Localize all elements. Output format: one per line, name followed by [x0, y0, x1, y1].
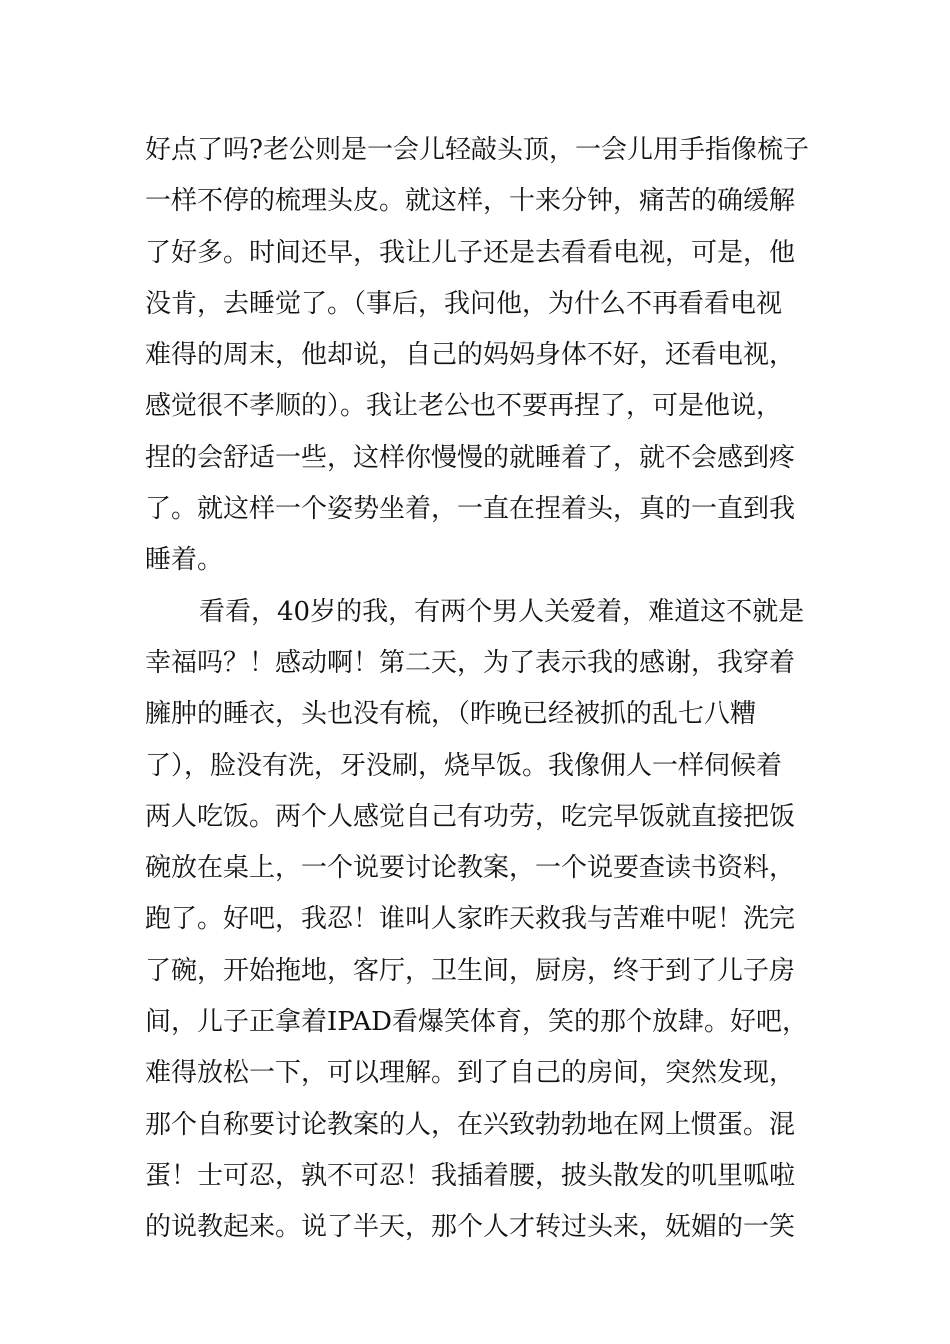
text-line: 幸福吗？！感动啊！第二天，为了表示我的感谢，我穿着	[145, 647, 796, 678]
text-line: 蛋！士可忍，孰不可忍！我插着腰，披头散发的叽里呱啦	[145, 1160, 796, 1191]
text-line: 睡着。	[145, 545, 224, 576]
text-line: 两人吃饭。两个人感觉自己有功劳，吃完早饭就直接把饭	[145, 801, 796, 832]
text-line: 好点了吗?老公则是一会儿轻敲头顶，一会儿用手指像梳子	[145, 135, 809, 165]
text-line: 了好多。时间还早，我让儿子还是去看看电视，可是，他	[145, 237, 796, 268]
text-line: 难得的周末，他却说，自己的妈妈身体不好，还看电视，	[145, 340, 796, 371]
text-line: 难得放松一下，可以理解。到了自己的房间，突然发现，	[145, 1058, 796, 1089]
text-line: 跑了。好吧，我忍！谁叫人家昨天救我与苦难中呢！洗完	[145, 904, 796, 935]
paragraph-2	[145, 587, 815, 1254]
paragraph-1	[145, 125, 815, 587]
document-body	[145, 125, 815, 1254]
text-line: 没肯，去睡觉了。（事后，我问他，为什么不再看看电视	[145, 288, 783, 319]
text-line: 感觉很不孝顺的）。我让老公也不要再捏了，可是他说，	[145, 391, 783, 422]
text-line: 臃肿的睡衣，头也没有梳，（昨晚已经被抓的乱七八糟	[145, 699, 757, 730]
text-line: 看看，40岁的我，有两个男人关爱着，难道这不就是	[199, 596, 805, 627]
text-line: 了碗，开始拖地，客厅，卫生间，厨房，终于到了儿子房	[145, 955, 796, 986]
text-line: 间，儿子正拿着IPAD看爆笑体育，笑的那个放肆。好吧，	[145, 1007, 809, 1038]
text-line: 那个自称要讨论教案的人，在兴致勃勃地在网上惯蛋。混	[145, 1109, 796, 1140]
text-line: 的说教起来。说了半天，那个人才转过头来，妩媚的一笑	[145, 1212, 796, 1243]
text-line: 碗放在桌上，一个说要讨论教案，一个说要查读书资料，	[145, 853, 796, 884]
text-line: 了。就这样一个姿势坐着，一直在捏着头，真的一直到我	[145, 494, 796, 525]
text-line: 一样不停的梳理头皮。就这样，十来分钟，痛苦的确缓解	[145, 186, 796, 217]
text-line: 捏的会舒适一些，这样你慢慢的就睡着了，就不会感到疼	[145, 442, 796, 473]
text-line: 了），脸没有洗，牙没刷，烧早饭。我像佣人一样伺候着	[145, 750, 783, 781]
